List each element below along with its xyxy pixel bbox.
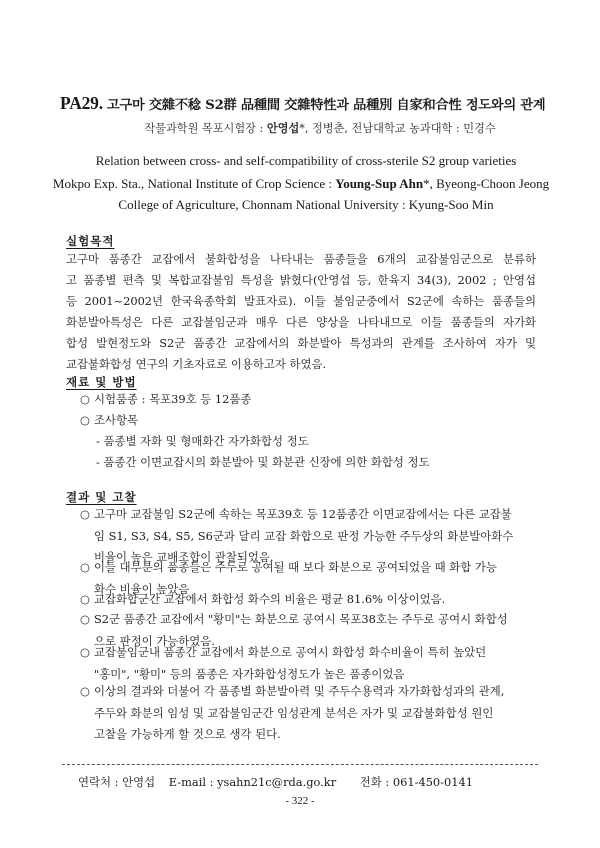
methods-subitem: - 품종간 이면교잡시의 화분발아 및 화분관 신장에 의한 화합성 정도: [96, 455, 430, 469]
bullet-circle: ○: [80, 592, 90, 606]
korean-affiliation-rest: *, 정병춘, 전남대학교 농과대학 : 민경수: [299, 122, 496, 135]
results-line: 이상의 결과와 더불어 각 품종별 화분발아력 및 주두수용력과 자가화합성과의 관계,: [94, 684, 505, 698]
purpose-line: 고구마 품종간 교잡에서 불화합성을 나타내는 품종들을 6개의 교잡불임군으로 분류하: [66, 252, 536, 266]
results-line: "홍미", "황미" 등의 품종은 자가화합성정도가 높은 품종이었음: [94, 666, 405, 681]
purpose-line: 등 2001~2002년 한국육종학회 발표자료). 이들 불임군중에서 S2군에 속하는 품종들의: [66, 294, 536, 308]
footer-divider: [62, 764, 538, 765]
bullet-circle: ○: [80, 612, 90, 626]
results-line: 주두와 화분의 임성 및 교잡불임군간 임성관계 분석은 자가 및 교잡불화합성 원인: [94, 705, 494, 720]
results-line: 이들 대부분의 품종들은 주두로 공여될 때 보다 화분으로 공여되었을 때 화합 가능: [94, 560, 497, 574]
abstract-header: [60, 93, 560, 135]
korean-title-text: 고구마 交雜不稔 S2群 品種間 交雜特性과 品種別 自家和合性 정도와의 관계: [106, 98, 546, 113]
page-number: - 322 -: [285, 795, 315, 807]
results-line: 교잡화합군간 교잡에서 화합성 화수의 비율은 평균 81.6% 이상이었음.: [94, 592, 446, 606]
english-affiliation-prefix: Mokpo Exp. Sta., National Institute of Crop Science :: [52, 176, 336, 191]
purpose-line: 고 품종별 편측 및 복합교잡불임 특성을 밝혔다(안영섭 등, 한육지 34(3), 2002 ; 안영섭: [66, 273, 536, 287]
english-title: Relation between cross- and self-compatibility of cross-sterile S2 group varieties: [95, 153, 517, 168]
purpose-paragraph: [66, 249, 536, 375]
purpose-line: 합성 발현정도와 S2군 품종간 교잡에서의 화분발아 특성과의 관계를 조사하여 자가 및: [66, 336, 536, 350]
bullet-circle: ○: [80, 413, 90, 427]
results-line: 화수 비율이 높았음: [94, 581, 190, 596]
results-line: 고구마 교잡불임 S2군에 속하는 목포39호 등 12품종간 이면교잡에서는 다른 교잡불: [94, 507, 512, 521]
results-heading: 결과 및 고찰: [66, 490, 137, 504]
korean-affiliation-prefix: 작물과학원 목포시험장 :: [144, 122, 267, 135]
english-affiliation-1: [36, 176, 566, 192]
bullet-circle: ○: [80, 645, 90, 659]
bullet-circle: ○: [80, 684, 90, 698]
contact-email: E-mail : ysahn21c@rda.go.kr: [168, 775, 337, 789]
contact-info: [78, 774, 473, 790]
methods-item-text: 조사항목: [94, 413, 139, 427]
results-line: 비율이 높은 교배조합이 관찰되었음.: [94, 550, 274, 564]
korean-affiliation: [60, 120, 580, 136]
contact-phone: 전화 : 061-450-0141: [359, 775, 474, 789]
bullet-circle: ○: [80, 560, 90, 574]
results-line: 교잡불임군내 품종간 교잡에서 화분으로 공여시 화합성 화수비율이 특히 높았던: [94, 645, 487, 659]
methods-item-text: 시험품종 : 목포39호 등 12품종: [94, 392, 252, 406]
english-affiliation-2: College of Agriculture, Chonnam National University : Kyung-Soo Min: [118, 197, 494, 212]
purpose-line: 화분발아특성은 다른 교잡불임군과 매우 다른 양상을 나타내므로 이들 품종들의 자가화: [66, 315, 536, 329]
methods-subitem: - 품종별 자화 및 형매화간 자가화합성 정도: [96, 434, 309, 448]
korean-title: [60, 93, 560, 114]
abstract-code: PA29.: [60, 93, 103, 113]
purpose-line: 교잡불화합성 연구의 기초자료로 이용하고자 하였음.: [66, 357, 327, 371]
bullet-circle: ○: [80, 392, 90, 406]
methods-heading: 재료 및 방법: [66, 375, 137, 389]
purpose-heading: 실험목적: [66, 234, 115, 248]
results-line: 임 S1, S3, S4, S5, S6군과 달리 교잡 화합으로 판정 가능한 주두상의 화분발아화수: [94, 528, 514, 543]
korean-presenting-author: 안영섭: [266, 121, 300, 135]
results-line: S2군 품종간 교잡에서 "황미"는 화분으로 공여시 목포38호는 주두로 공여시 화합성: [94, 612, 508, 626]
results-line: 으로 판정이 가능하였음.: [94, 633, 215, 648]
contact-label: 연락처 : 안영섭: [78, 775, 156, 789]
english-presenting-author: Young-Sup Ahn: [335, 176, 424, 191]
english-affiliation-rest: *, Byeong-Choon Jeong: [423, 176, 550, 191]
bullet-circle: ○: [80, 507, 90, 521]
results-line: 고찰을 가능하게 할 것으로 생각 된다.: [94, 727, 281, 741]
